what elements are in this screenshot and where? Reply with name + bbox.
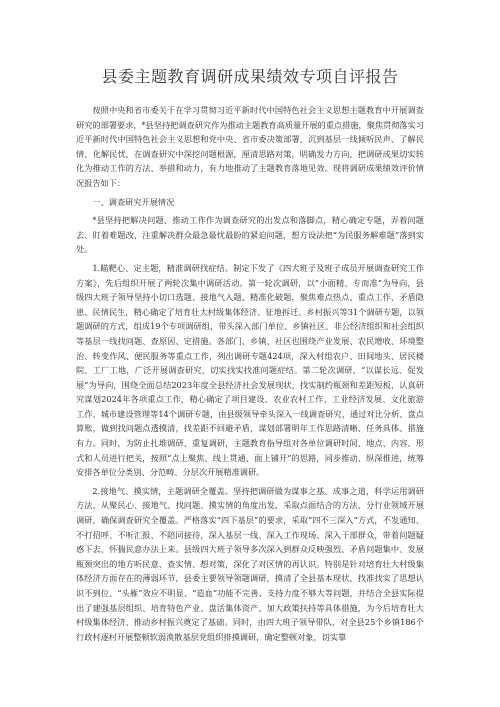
- section-heading: 一、调查研究开展情况: [92, 196, 175, 207]
- section-intro-paragraph: *县坚持把解决问题、推动工作作为调查研究的出发点和落脚点，精心确定专题，弄着问题去、盯着难题改，注重解决群众最急最忧最盼的紧迫问题，想方设法把“为民服务解难题”落到实处。: [76, 215, 424, 255]
- body-paragraph-1: 1.瞄靶心、定主题，精准调研找症结。制定下发了《四大班子及班子成员开展调查研究工作方案》，先后组织开展了两轮次集中调研活动。第一轮次调研，以“小面精、专而准”为导向，县级四大班子领导坚持小切口选题、接地气入题、精准化破题，聚焦难点热点、重点工作、矛盾隐患、民情民生，精心确定了培育壮大村级集体经济、征地拆迁、乡村振兴等31个调研专题，以领题调研的方式，组成19个专项调研组，带头深入部门单位、乡镇社区、非公经济组织和社会组织等基层一线找问题、查原因、定措施。各部门、乡镇、社区也围绕产业发展、农民增收、环境整治、转变作风、便民服务等重点工作，列出调研专题424项，深入村组农户、田间地头、居民楼院、工厂工地，广泛开展调查研究，切实找实找准问题症结。第二轮次调研，“以谋长远、促发展”为导向，围绕全面总结2023年度全县经济社会发展现状，找实制约瓶颈和差距短板，认真研究谋划2024年各项重点工作，精心确定了项目建设、农业农村工作、工业经济发展、文化旅游工作、城市建设管理等14个调研专题，由县级领导牵头深入一线调查研究，通过对比分析、盘点算账，做到找问题点透摸清，找差距不回避矛盾，谋划部署明年工作思路清晰、任务具体、措施有力。同时，为防止扎堆调研、重复调研，主题教育指导组对各单位调研时间、地点、内容、形式和人员进行把关，按照“点上聚焦、线上贯通、面上铺开”的思路，同步推动、纵深推进，统筹安排各单位分类别、分范畴、分层次开展精准调研。: [76, 262, 424, 478]
- body-paragraph-2: 2.接地气、摸实情，主题调研全覆盖。坚持把调研做为谋事之基、成事之道，科学运用调研方法，从聚民心、接地气、找问题、摸实情的角度出发，采取点面结合的方法，分行业领域开展调研，确保调查研究全覆盖。严格落实“四下基层”的要求，采取“四不三深入”方式，不发通知、不打招呼、不听汇报、不陪同接待，深入基层一线、深入工作现场、深入干部群众，带着问题疑惑下去、怀揣民意办法上来。县级四大班子领导多次深入到群众反映强烈、矛盾问题集中、发展瓶颈突出的地方听民意、查实情、想对策，深化了对区情的再认识。特别是针对培育壮大村级集体经济方面存在的薄弱环节，县委主要领导领题调研，摸清了全县基本现状，找准找实了思想认识不到位、“头雁”效应不明显、“造血”功能不完善、支持力度不够大等问题，并结合全县实际提出了建强基层组织、培育特色产业、盘活集体资产、加大政策扶持等具体措施，为今后培育壮大村级集体经济、推动乡村振兴奠定了基础。同时，由四大班子领导带队，对全县25个乡镇186个行政村逐村开展整顿软弱涣散基层党组织排摸调研，确定整顿对象，切实靠: [76, 485, 424, 642]
- document-title: 县委主题教育调研成果绩效专项自评报告: [101, 67, 399, 86]
- intro-paragraph: 按照中央和省市委关于在学习贯彻习近平新时代中国特色社会主义思想主题教育中开展调查研究的部署要求，*县坚持把调查研究作为推动主题教育高质量开展的重点措施，聚焦贯彻落实习近平新时代中国特色社会主义思想和党中央、省市委决策部署，沉到基层一线倾听民声、了解民情、化解民忧，在调查研究中深挖问题根源，厘清思路对策，明确发力方向，把调研成果切实转化为推动工作的方法、举措和动力，有力地推动了主题教育落地见效。现将调研成果绩效评价情况报告如下：: [76, 105, 424, 188]
